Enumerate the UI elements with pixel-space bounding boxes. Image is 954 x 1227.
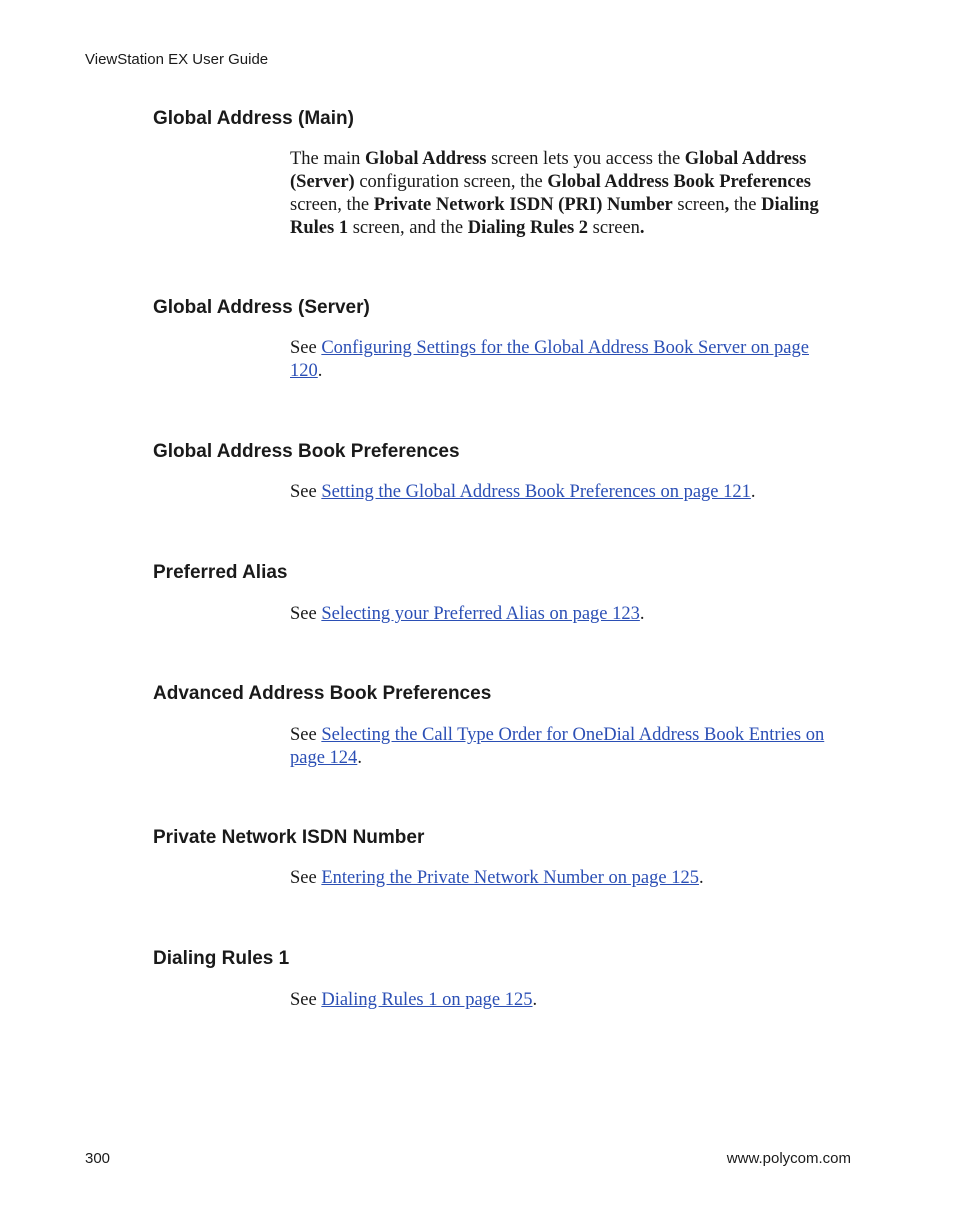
term-global-address: Global Address <box>365 149 487 169</box>
section-heading: Private Network ISDN Number <box>153 827 425 848</box>
page-number: 300 <box>85 1150 111 1167</box>
section-heading: Advanced Address Book Preferences <box>153 683 492 704</box>
end-punctuation: . <box>317 361 323 381</box>
body-text-run: screen, the <box>290 195 374 215</box>
end-punctuation: . <box>639 604 645 624</box>
section-body-text <box>290 481 855 504</box>
section-body-text <box>290 724 858 770</box>
section-heading: Preferred Alias <box>153 562 288 583</box>
term-dialing-rules-2: Dialing Rules 2 <box>467 218 589 238</box>
section-heading: Global Address Book Preferences <box>153 441 460 462</box>
bold-comma: , <box>724 195 730 215</box>
see-text: See <box>290 868 322 888</box>
body-text-run: screen <box>588 218 640 238</box>
see-text: See <box>290 604 322 624</box>
body-text-run: The main <box>290 149 366 169</box>
section-heading: Global Address (Main) <box>153 108 354 129</box>
see-text: See <box>290 990 322 1010</box>
cross-reference-link[interactable]: Configuring Settings for the Global Address Book Server on page 120 <box>290 338 809 381</box>
end-punctuation: . <box>750 482 756 502</box>
see-text: See <box>290 725 322 745</box>
term-global-address-book-preferences: Global Address Book Preferences <box>547 172 811 192</box>
body-text-run: screen lets you access the <box>486 149 685 169</box>
body-text-run: the <box>729 195 762 215</box>
section-heading: Dialing Rules 1 <box>153 948 290 969</box>
see-text: See <box>290 482 322 502</box>
cross-reference-link[interactable]: Entering the Private Network Number on page 125 <box>321 868 699 888</box>
running-header-title: ViewStation EX User Guide <box>85 51 269 68</box>
cross-reference-link[interactable]: Dialing Rules 1 on page 125 <box>321 990 533 1010</box>
end-punctuation: . <box>357 748 362 768</box>
section-body-text <box>290 867 855 890</box>
see-text: See <box>290 338 322 358</box>
body-text-run: configuration screen, the <box>354 172 548 192</box>
section-body-text <box>290 148 855 240</box>
section-body-text <box>290 337 835 383</box>
section-body-text <box>290 603 855 626</box>
term-dialing-rules-1: Dialing Rules 1 <box>290 195 819 238</box>
section-heading: Global Address (Server) <box>153 297 370 318</box>
term-global-address-server: Global Address (Server) <box>290 149 807 192</box>
end-punctuation: . <box>532 990 538 1010</box>
footer-website: www.polycom.com <box>726 1150 851 1167</box>
end-punctuation: . <box>698 868 704 888</box>
term-private-network-isdn-number: Private Network ISDN (PRI) Number <box>373 195 673 215</box>
section-body-text <box>290 989 855 1012</box>
body-text-run: screen, and the <box>348 218 468 238</box>
cross-reference-link[interactable]: Selecting the Call Type Order for OneDial Address Book Entries on page 124 <box>290 725 825 768</box>
cross-reference-link[interactable]: Setting the Global Address Book Preferences on page 121 <box>321 482 751 502</box>
cross-reference-link[interactable]: Selecting your Preferred Alias on page 123 <box>321 604 640 624</box>
bold-period: . <box>639 218 645 238</box>
body-text-run: screen <box>672 195 725 215</box>
